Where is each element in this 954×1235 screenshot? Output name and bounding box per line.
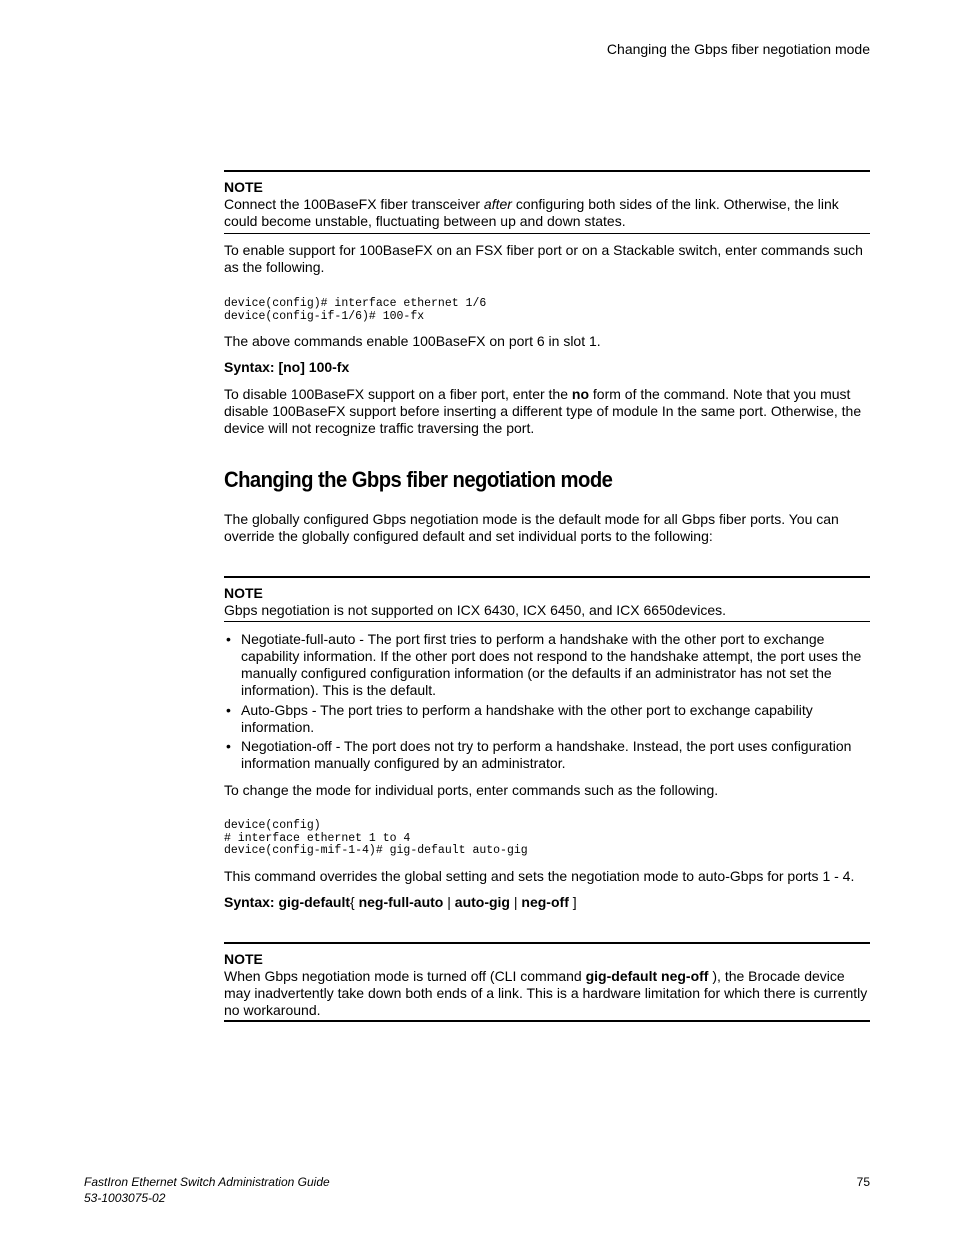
note-2 xyxy=(224,585,870,619)
bullet-list xyxy=(224,631,870,772)
footer-doc-title: FastIron Ethernet Switch Administration Guide xyxy=(84,1175,330,1189)
note-top-rule xyxy=(224,170,870,172)
note-label: NOTE xyxy=(224,179,263,195)
note-3 xyxy=(224,951,870,1019)
paragraph-above-commands: The above commands enable 100BaseFX on port 6 in slot 1. xyxy=(224,333,601,349)
note-bottom-rule xyxy=(224,233,870,234)
list-item: • Negotiation-off - The port does not try to perform a handshake. Instead, the port uses configuration information manually configured by an administrator. xyxy=(226,738,852,771)
running-header: Changing the Gbps fiber negotiation mode xyxy=(606,41,870,57)
note-bottom-rule xyxy=(224,621,870,622)
paragraph-global-mode: The globally configured Gbps negotiation mode is the default mode for all Gbps fiber ports. You can override the globally configured default and set individual ports to the following: xyxy=(224,511,839,544)
note-1 xyxy=(224,179,870,230)
note-top-rule xyxy=(224,576,870,578)
page-number: 75 xyxy=(856,1175,870,1189)
code-block: device(config) # interface ethernet 1 to 4 device(config-mif-1-4)# gig-default auto-gig xyxy=(224,819,528,857)
syntax-line: Syntax: [no] 100-fx xyxy=(224,359,350,375)
note-text: When Gbps negotiation mode is turned off (CLI command gig-default neg-off ), the Brocade device may inadvertently take down both ends of a link. This is a hardware limitation for which there is currently no workaround. xyxy=(224,968,868,1018)
section-heading: Changing the Gbps fiber negotiation mode xyxy=(224,467,613,492)
note-top-rule xyxy=(224,942,870,944)
list-item: • Auto-Gbps - The port tries to perform a handshake with the other port to exchange capability information. xyxy=(226,702,813,735)
note-text: Gbps negotiation is not supported on ICX 6430, ICX 6450, and ICX 6650devices. xyxy=(224,602,726,618)
note-bottom-rule xyxy=(224,1020,870,1022)
paragraph-enable-support: To enable support for 100BaseFX on an FSX fiber port or on a Stackable switch, enter commands such as the following. xyxy=(224,242,863,275)
paragraph-change-mode: To change the mode for individual ports, enter commands such as the following. xyxy=(224,782,719,798)
syntax-line: Syntax: gig-default{ neg-full-auto | auto-gig | neg-off ] xyxy=(224,894,577,910)
list-item: • Negotiate-full-auto - The port first tries to perform a handshake with the other port to exchange capability information. If the other port does not respond to the handshake attempt, the port uses the manually configured configuration information (or the defaults if an administrator has not set the information). This is the default. xyxy=(226,631,862,698)
note-label: NOTE xyxy=(224,585,263,601)
footer-doc-number: 53-1003075-02 xyxy=(84,1191,166,1205)
code-block: device(config)# interface ethernet 1/6 device(config-if-1/6)# 100-fx xyxy=(224,297,487,323)
note-label: NOTE xyxy=(224,951,263,967)
paragraph-disable: To disable 100BaseFX support on a fiber port, enter the no form of the command. Note that you must disable 100BaseFX support before inserting a different type of module In the same port. Otherwise, the device will not recognize traffic traversing the port. xyxy=(224,386,862,436)
paragraph-override: This command overrides the global setting and sets the negotiation mode to auto-Gbps for ports 1 - 4. xyxy=(224,868,855,884)
note-text: Connect the 100BaseFX fiber transceiver after configuring both sides of the link. Otherwise, the link could become unstable, fluctuating between up and down states. xyxy=(224,196,839,229)
